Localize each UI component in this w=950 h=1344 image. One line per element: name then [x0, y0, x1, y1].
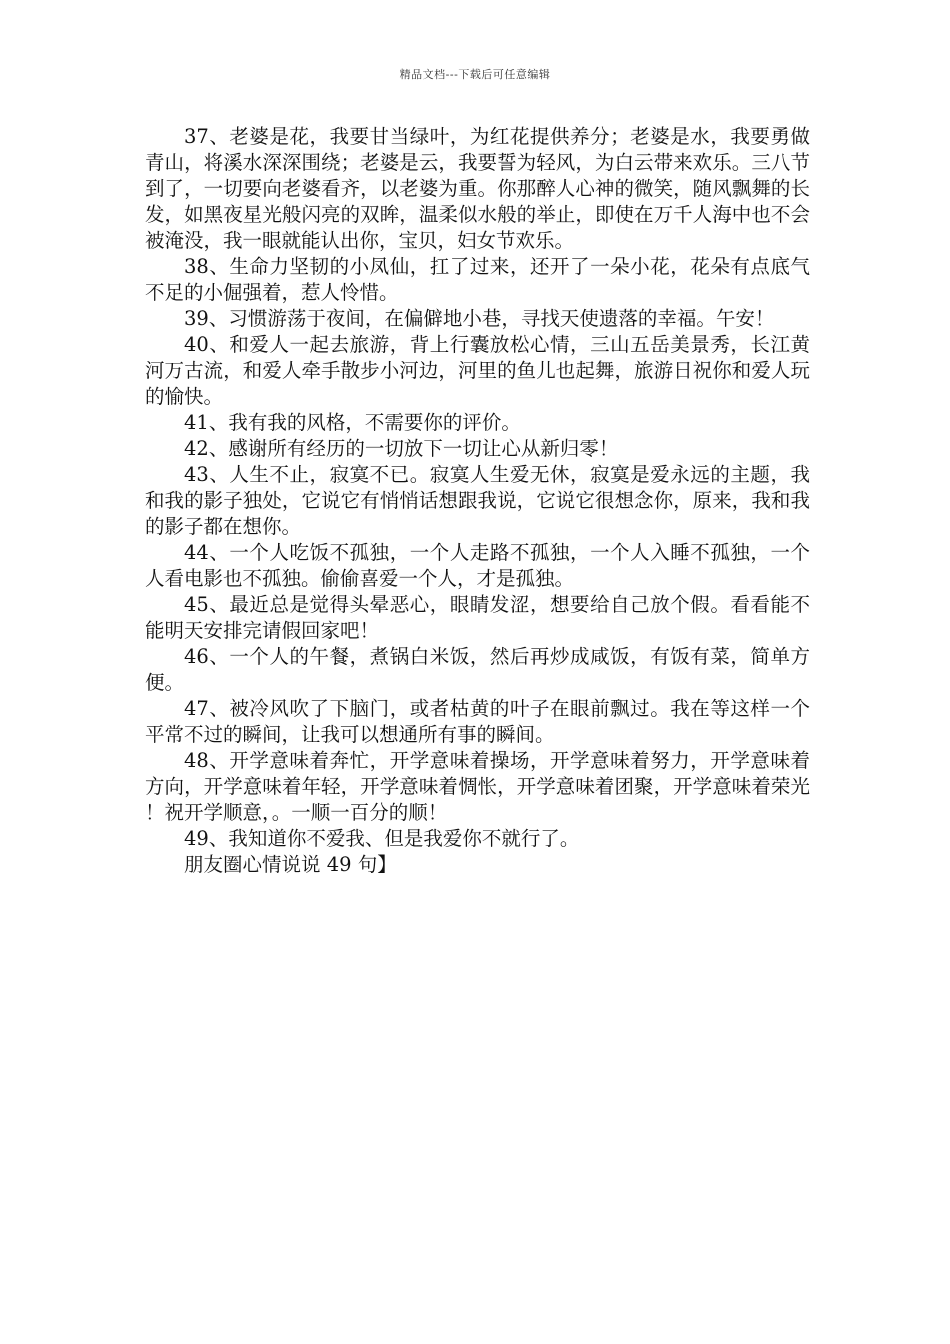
paragraph-44: 44、一个人吃饭不孤独，一个人走路不孤独，一个人入睡不孤独，一个人看电影也不孤独。偷偷喜爱一个人，才是孤独。 [145, 541, 810, 590]
document-body [145, 124, 810, 878]
paragraph-41: 41、我有我的风格，不需要你的评价。 [184, 411, 521, 434]
paragraph-43: 43、人生不止，寂寞不已。寂寞人生爱无休，寂寞是爱永远的主题，我和我的影子独处，它说它有悄悄话想跟我说，它说它很想念你，原来，我和我的影子都在想你。 [145, 463, 810, 538]
paragraph-40: 40、和爱人一起去旅游，背上行囊放松心情，三山五岳美景秀，长江黄河万古流，和爱人牵手散步小河边，河里的鱼儿也起舞，旅游日祝你和爱人玩的愉快。 [145, 333, 810, 408]
page-header: 精品文档---下载后可任意编辑 [399, 68, 551, 81]
closing-line: 朋友圈心情说说 49 句】 [184, 853, 397, 876]
paragraph-47: 47、被冷风吹了下脑门，或者枯黄的叶子在眼前飘过。我在等这样一个平常不过的瞬间，让我可以想通所有事的瞬间。 [145, 697, 810, 746]
paragraph-42: 42、感谢所有经历的一切放下一切让心从新归零！ [184, 437, 619, 460]
paragraph-38: 38、生命力坚韧的小凤仙，扛了过来，还开了一朵小花，花朵有点底气不足的小倔强着，惹人怜惜。 [145, 255, 810, 304]
paragraph-45: 45、最近总是觉得头晕恶心，眼睛发涩，想要给自己放个假。看看能不能明天安排完请假回家吧！ [145, 593, 810, 642]
paragraph-39: 39、习惯游荡于夜间，在偏僻地小巷，寻找天使遗落的幸福。午安！ [184, 307, 775, 330]
paragraph-46: 46、一个人的午餐，煮锅白米饭，然后再炒成咸饭，有饭有菜，简单方便。 [145, 645, 810, 694]
paragraph-48: 48、开学意味着奔忙，开学意味着操场，开学意味着努力，开学意味着方向，开学意味着年轻，开学意味着惆怅，开学意味着团聚，开学意味着荣光！祝开学顺意，。一顺一百分的顺！ [145, 749, 810, 824]
paragraph-49: 49、我知道你不爱我、但是我爱你不就行了。 [184, 827, 580, 850]
paragraph-37: 37、老婆是花，我要甘当绿叶，为红花提供养分；老婆是水，我要勇做青山，将溪水深深围绕；老婆是云，我要誓为轻风，为白云带来欢乐。三八节到了，一切要向老婆看齐，以老婆为重。你那醉人心神的微笑，随风飘舞的长发，如黑夜星光般闪亮的双眸，温柔似水般的举止，即使在万千人海中也不会被淹没，我一眼就能认出你，宝贝，妇女节欢乐。 [145, 125, 810, 252]
